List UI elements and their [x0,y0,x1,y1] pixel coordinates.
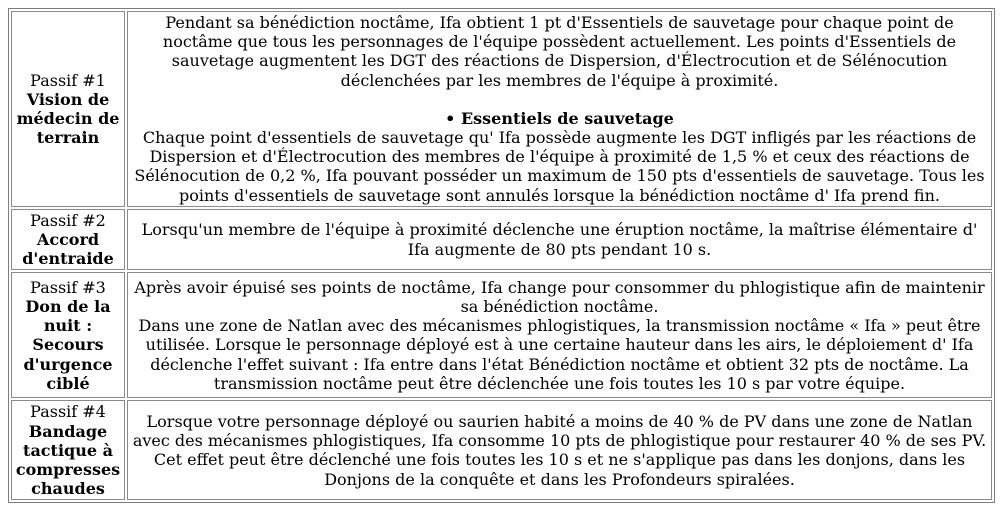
passive-name: Bandage tactique à compresses chaudes [15,421,121,499]
description-paragraph: Dans une zone de Natlan avec des mécanismes phlogistiques, la transmission noctâme « Ifa » peut être utilisée. Lorsque le personnage déployé est à une certaine hauteur dans les airs, le déploiement d' Ifa déclenche l'effet suivant : Ifa entre dans l'état Bénédiction noctâme et obtient 32 pts de noctâme. La transmission noctâme peut être déclenchée une fois toutes les 10 s par votre équipe. [138,316,981,393]
table-row [11,400,992,500]
passive-label-cell [11,11,125,207]
bullet-heading: • Essentiels de sauvetage [445,108,674,128]
description-paragraph: Après avoir épuisé ses points de noctâme, Ifa change pour consommer du phlogistique afin de maintenir sa bénédiction noctâme. [134,277,985,317]
passive-number: Passif #4 [30,402,106,422]
passive-label-cell [11,209,125,271]
description-paragraph: Chaque point d'essentiels de sauvetage qu' Ifa possède augmente les DGT infligés par les réactions de Dispersion et d'Électrocution des membres de l'équipe à proximité de 1,5 % et ceux des réactions de Sélénocution de 0,2 %, Ifa pouvant posséder un maximum de 150 pts d'essentiels de sauvetage. Tous les points d'essentiels de sauvetage sont annulés lorsque la bénédiction noctâme d' Ifa prend fin. [134,128,985,205]
passives-table [8,8,995,503]
description-paragraph: Pendant sa bénédiction noctâme, Ifa obtient 1 pt d'Essentiels de sauvetage pour chaque point de noctâme que tous les personnages de l'équipe possèdent actuellement. Les points d'Essentiels de sauvetage augmentent les DGT des réactions de Dispersion, d'Électrocution et de Sélénocution déclenchées par les membres de l'équipe à proximité. [162,13,957,90]
passive-description-cell [127,209,992,271]
passive-description-cell [127,400,992,500]
table-row [11,209,992,271]
passive-number: Passif #2 [30,210,106,230]
passive-number: Passif #1 [30,70,106,90]
passive-description-cell [127,11,992,207]
passive-number: Passif #3 [30,277,106,297]
description-paragraph: Lorsqu'un membre de l'équipe à proximité déclenche une éruption noctâme, la maîtrise élémentaire d' Ifa augmente de 80 pts pendant 10 s. [141,220,978,259]
passive-description-cell [127,272,992,398]
passive-name: Accord d'entraide [22,230,114,269]
passive-label-cell [11,400,125,500]
passive-label-cell [11,272,125,398]
description-paragraph: Lorsque votre personnage déployé ou saurien habité a moins de 40 % de PV dans une zone de Natlan avec des mécanismes phlogistiques, Ifa consomme 10 pts de phlogistique pour restaurer 40 % de ses PV. Cet effet peut être déclenché une fois toutes les 10 s et ne s'applique pas dans les donjons, dans les Donjons de la conquête et dans les Profondeurs spiralées. [132,412,987,489]
table-row [11,11,992,207]
passive-name: Don de la nuit : Secours d'urgence ciblé [23,297,113,393]
passive-name: Vision de médecin de terrain [16,89,120,148]
table-row [11,272,992,398]
